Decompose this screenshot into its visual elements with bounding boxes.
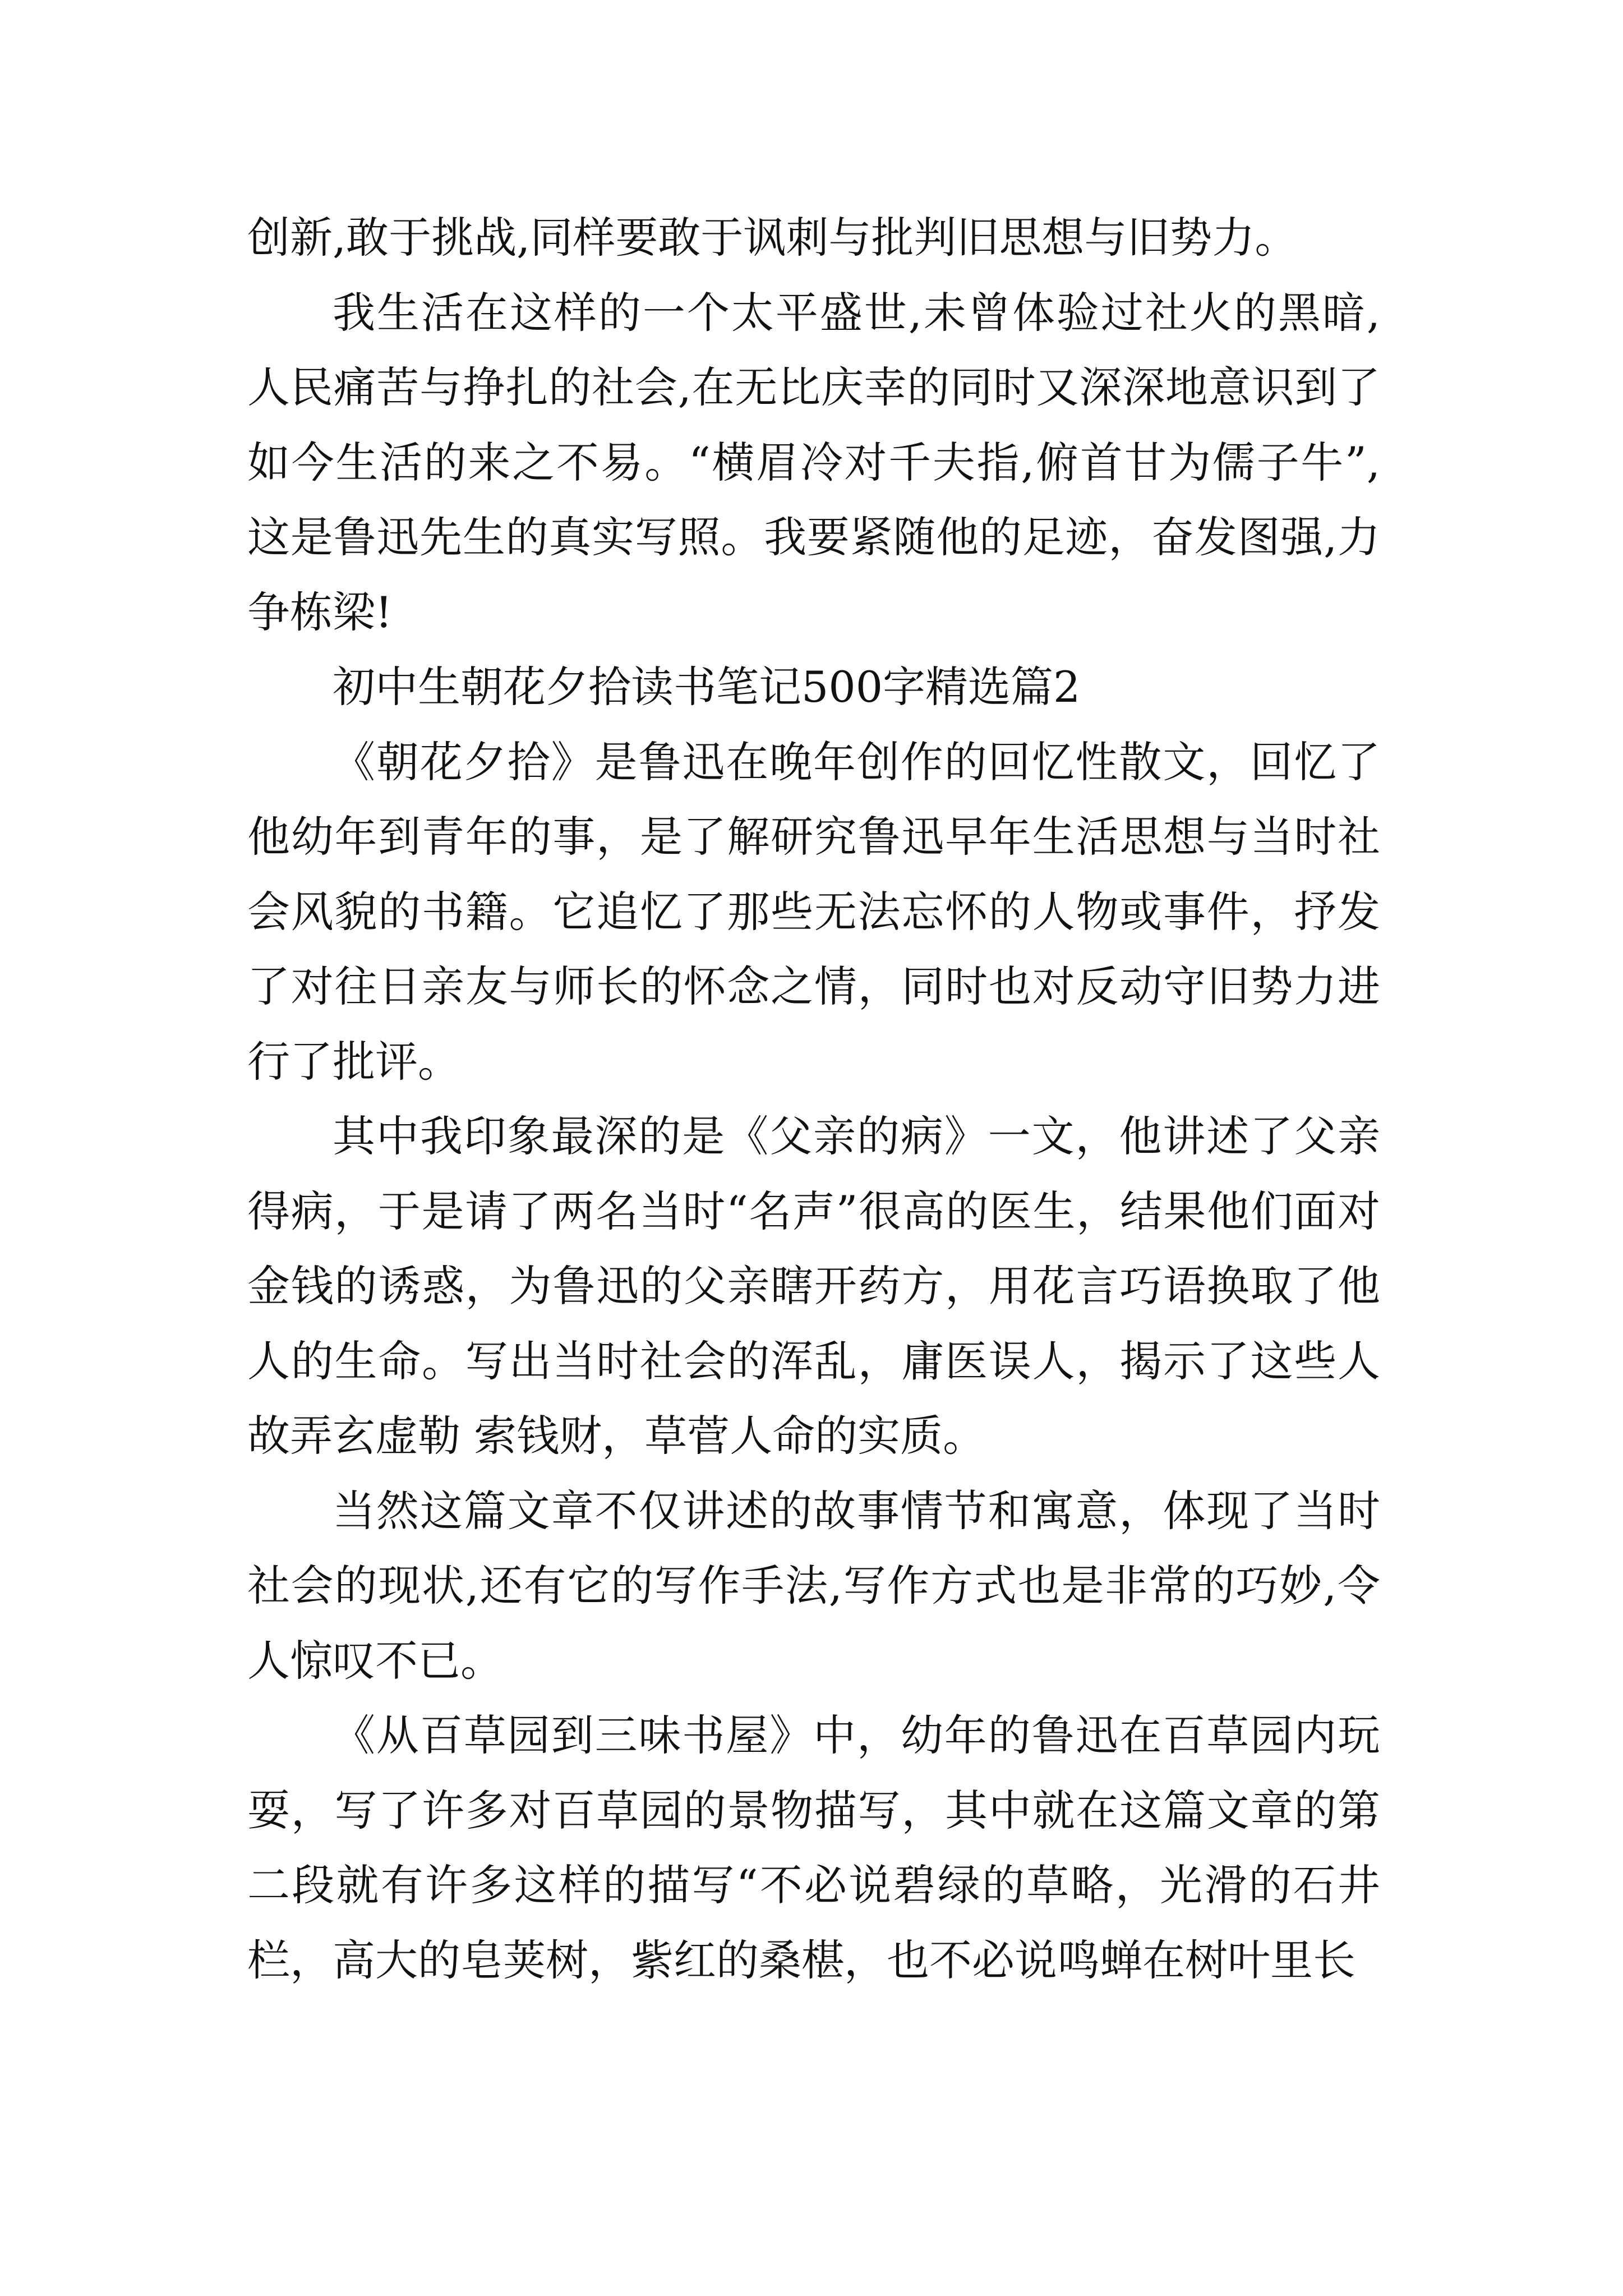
- paragraph: 当然这篇文章不仅讲述的故事情节和寓意，体现了当时社会的现状,还有它的写作手法,写作方式也是非常的巧妙,令人惊叹不已。: [247, 1485, 1380, 1686]
- paragraph: 《从百草园到三味书屋》中，幼年的鲁迅在百草园内玩耍，写了许多对百草园的景物描写，其中就在这篇文章的第二段就有许多这样的描写“不必说碧绿的草略，光滑的石井栏，高大的皂荚树，紫红的桑椹，也不必说鸣蝉在树叶里长: [247, 1710, 1380, 1985]
- paragraph: 我生活在这样的一个太平盛世,未曾体验过社火的黑暗,人民痛苦与挣扎的社会,在无比庆幸的同时又深深地意识到了如今生活的来之不易。“横眉冷对千夫指,俯首甘为儒子牛”,这是鲁迅先生的真实写照。我要紧随他的足迹，奋发图强,力争栋梁!: [247, 287, 1380, 637]
- section-heading: 初中生朝花夕拾读书笔记500字精选篇2: [333, 662, 1081, 712]
- document-body: [247, 200, 1380, 1998]
- paragraph: 《朝花夕拾》是鲁迅在晚年创作的回忆性散文，回忆了他幼年到青年的事，是了解研究鲁迅早年生活思想与当时社会风貌的书籍。它追忆了那些无法忘怀的人物或事件，抒发了对往日亲友与师长的怀念之情，同时也对反动守旧势力进行了批评。: [247, 737, 1380, 1087]
- paragraph: 其中我印象最深的是《父亲的病》一文，他讲述了父亲得病，于是请了两名当时“名声”很高的医生，结果他们面对金钱的诱惑，为鲁迅的父亲瞎开药方，用花言巧语换取了他人的生命。写出当时社会的浑乱，庸医误人，揭示了这些人故弄玄虚勒 索钱财，草菅人命的实质。: [247, 1111, 1380, 1461]
- paragraph-continuation: 创新,敢于挑战,同样要敢于讽刺与批判旧思想与旧势力。: [247, 213, 1298, 263]
